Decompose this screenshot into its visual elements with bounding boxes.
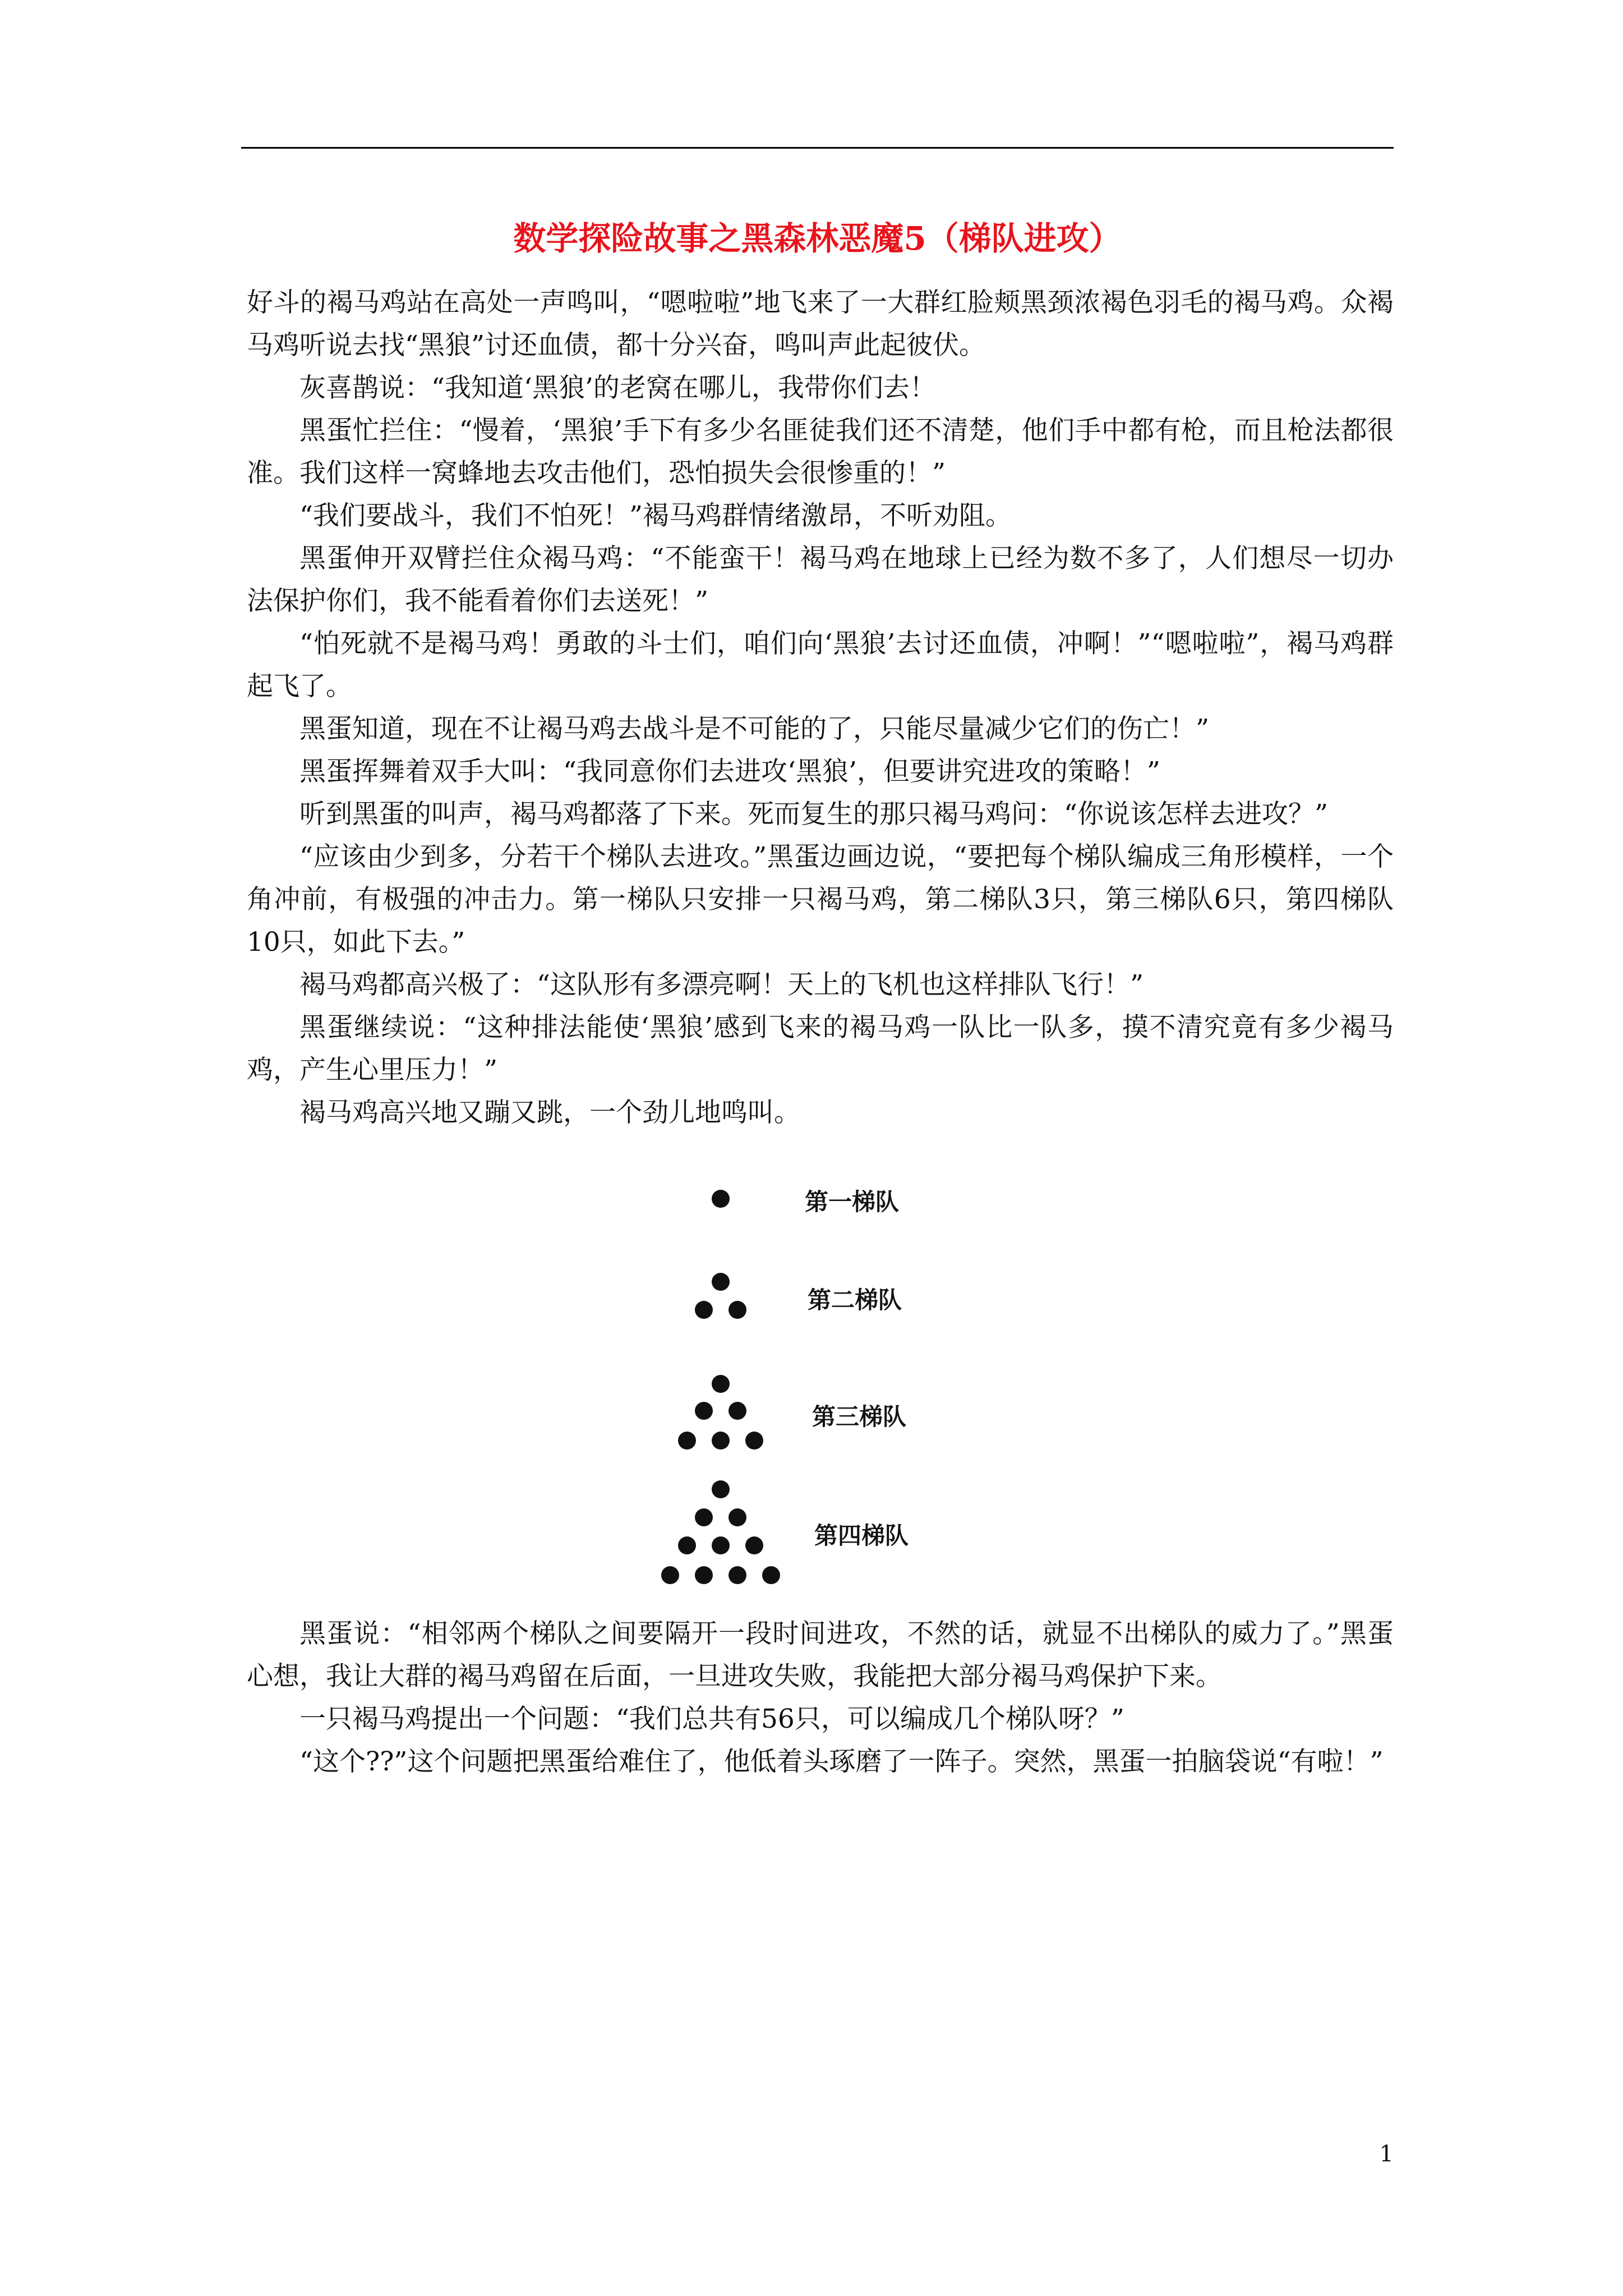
body-text-before-figure (247, 282, 1394, 1134)
bird-dot (712, 1190, 730, 1208)
bird-dot (745, 1536, 763, 1554)
bird-dot (695, 1566, 713, 1584)
paragraph: 好斗的褐马鸡站在高处一声鸣叫，“嗯啦啦”地飞来了一大群红脸颊黑颈浓褐色羽毛的褐马鸡。众褐马鸡听说去找“黑狼”讨还血债，都十分兴奋，鸣叫声此起彼伏。 (247, 287, 1394, 361)
paragraph: 黑蛋挥舞着双手大叫：“我同意你们去进攻‘黑狼’，但要讲究进攻的策略！” (299, 756, 1160, 787)
paragraph: 黑蛋伸开双臂拦住众褐马鸡：“不能蛮干！褐马鸡在地球上已经为数不多了，人们想尽一切办法保护你们，我不能看着你们去送死！” (247, 543, 1394, 616)
echelon-4 (661, 1480, 909, 1584)
bird-dot (728, 1301, 746, 1319)
paragraph: 一只褐马鸡提出一个问题：“我们总共有56只，可以编成几个梯队呀？” (299, 1704, 1124, 1734)
bird-dot (728, 1402, 746, 1420)
bird-dot (728, 1566, 746, 1584)
echelon-3 (678, 1375, 906, 1450)
bird-dot (678, 1536, 696, 1554)
echelon-2 (695, 1273, 902, 1319)
echelon-label: 第一梯队 (805, 1188, 900, 1216)
bird-dot (695, 1508, 713, 1526)
bird-dot (695, 1301, 713, 1319)
header-rule (241, 147, 1394, 149)
bird-dot (712, 1273, 730, 1291)
echelon-figure-svg (639, 1175, 953, 1613)
paragraph: 黑蛋忙拦住：“慢着，‘黑狼’手下有多少名匪徒我们还不清楚，他们手中都有枪，而且枪法都很准。我们这样一窝蜂地去攻击他们，恐怕损失会很惨重的！” (247, 415, 1394, 489)
echelon-label: 第三梯队 (812, 1403, 907, 1430)
paragraph: 褐马鸡都高兴极了：“这队形有多漂亮啊！天上的飞机也这样排队飞行！” (299, 969, 1144, 1000)
echelon-1 (712, 1188, 899, 1216)
bird-dot (712, 1480, 730, 1498)
paragraph: 听到黑蛋的叫声，褐马鸡都落了下来。死而复生的那只褐马鸡问：“你说该怎样去进攻？” (299, 799, 1329, 830)
bird-dot (712, 1375, 730, 1393)
echelon-figure (639, 1175, 953, 1613)
bird-dot (695, 1402, 713, 1420)
paragraph: “我们要战斗，我们不怕死！”褐马鸡群情绪激昂，不听劝阻。 (299, 500, 1012, 531)
bird-dot (678, 1432, 696, 1450)
echelon-label: 第二梯队 (808, 1286, 902, 1314)
page-number: 1 (1379, 2141, 1394, 2167)
bird-dot (728, 1508, 746, 1526)
paragraph: 褐马鸡高兴地又蹦又跳，一个劲儿地鸣叫。 (299, 1097, 800, 1128)
body-text-after-figure (247, 1613, 1394, 1783)
bird-dot (745, 1432, 763, 1450)
document-title: 数学探险故事之黑森林恶魔5（梯队进攻） (513, 219, 1122, 257)
paragraph: 灰喜鹊说：“我知道‘黑狼’的老窝在哪儿，我带你们去！ (299, 372, 936, 403)
echelon-label: 第四梯队 (814, 1522, 909, 1549)
bird-dot (762, 1566, 780, 1584)
paragraph: “这个??”这个问题把黑蛋给难住了，他低着头琢磨了一阵子。突然，黑蛋一拍脑袋说“有啦！” (299, 1746, 1384, 1777)
paragraph: “应该由少到多，分若干个梯队去进攻。”黑蛋边画边说，“要把每个梯队编成三角形模样，一个角冲前，有极强的冲击力。第一梯队只安排一只褐马鸡，第二梯队3只，第三梯队6只，第四梯队10只，如此下去。” (247, 841, 1394, 958)
paragraph: 黑蛋说：“相邻两个梯队之间要隔开一段时间进攻，不然的话，就显不出梯队的威力了。”黑蛋心想，我让大群的褐马鸡留在后面，一旦进攻失败，我能把大部分褐马鸡保护下来。 (247, 1618, 1394, 1692)
paragraph: 黑蛋继续说：“这种排法能使‘黑狼’感到飞来的褐马鸡一队比一队多，摸不清究竟有多少褐马鸡，产生心里压力！” (247, 1012, 1394, 1085)
paragraph: 黑蛋知道，现在不让褐马鸡去战斗是不可能的了，只能尽量减少它们的伤亡！” (299, 714, 1210, 744)
bird-dot (661, 1566, 679, 1584)
bird-dot (712, 1432, 730, 1450)
paragraph: “怕死就不是褐马鸡！勇敢的斗士们，咱们向‘黑狼’去讨还血债，冲啊！”“嗯啦啦”，褐马鸡群起飞了。 (247, 628, 1394, 702)
bird-dot (712, 1536, 730, 1554)
